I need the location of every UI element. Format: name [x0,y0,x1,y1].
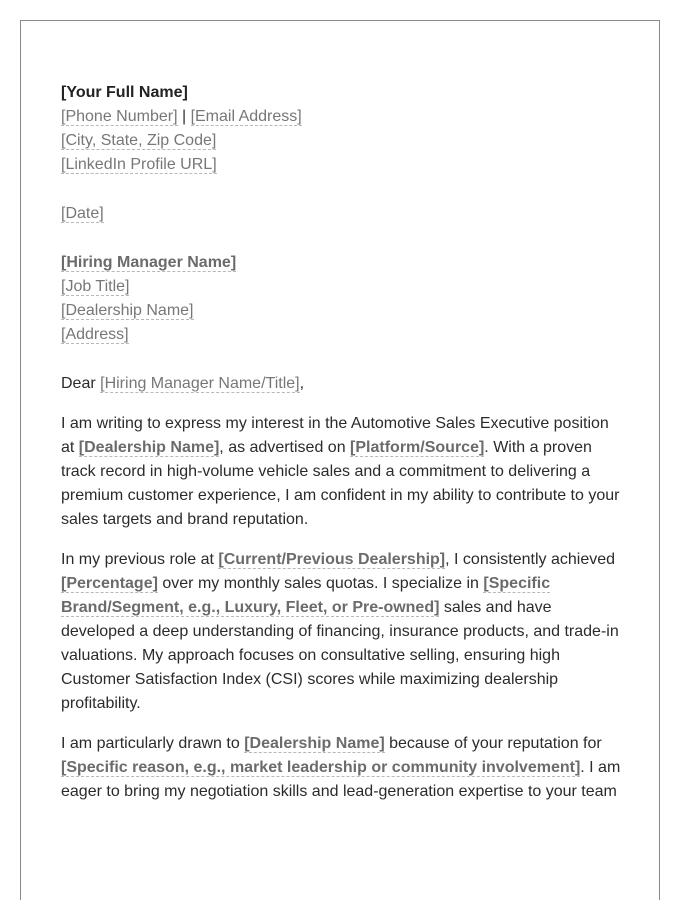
para3-text-3: . I am eager to bring my negotiation skills and lead-generation expertise to your team [61,759,621,800]
para2-text-3: over my monthly sales quotas. I specialize in [157,575,484,592]
salutation-suffix: , [299,375,305,392]
para1-text-1: I am writing to express my interest in the Automotive Sales Executive position at [61,415,609,456]
para3-reason-placeholder: [Specific reason, e.g., market leadership or community involvement] [61,759,581,776]
sender-city-line: [City, State, Zip Code] [61,132,217,149]
sender-block [61,81,625,177]
para2-percentage-placeholder: [Percentage] [61,575,158,592]
salutation-prefix: Dear [61,375,101,392]
sender-contact-line [61,105,625,129]
para1-text-2: , as advertised on [219,439,351,456]
sender-phone: [Phone Number] [61,108,178,125]
body-paragraph-1 [61,412,625,532]
sender-linkedin: [LinkedIn Profile URL] [61,156,217,173]
sender-full-name: [Your Full Name] [61,84,188,101]
para2-dealership-placeholder: [Current/Previous Dealership] [218,551,446,568]
letter-content [61,81,625,820]
para3-text-2: because of your reputation for [384,735,602,752]
para2-text-2: , I consistently achieved [445,551,616,568]
body-paragraph-3 [61,732,625,804]
salutation [61,372,625,396]
date-block [61,202,625,226]
recipient-address: [Address] [61,326,129,343]
contact-separator: | [177,108,191,125]
sender-email: [Email Address] [190,108,302,125]
letter-date: [Date] [61,205,104,222]
para2-text-4: sales and have developed a deep understanding of financing, insurance products, and trade-in valuations. My approach focuses on consultative selling, ensuring high Customer Satisfaction Index (CSI) scores while maximizing dealership profitability. [61,599,619,712]
para1-dealership-placeholder: [Dealership Name] [78,439,220,456]
para3-text-1: I am particularly drawn to [61,735,245,752]
para3-dealership-placeholder: [Dealership Name] [244,735,385,752]
body-paragraph-2 [61,548,625,716]
recipient-block [61,251,625,347]
recipient-dealership: [Dealership Name] [61,302,194,319]
para2-segment-placeholder: [Specific Brand/Segment, e.g., Luxury, Fleet, or Pre-owned] [61,575,551,616]
letter-page [20,20,660,900]
recipient-manager-name: [Hiring Manager Name] [61,254,237,271]
recipient-job-title: [Job Title] [61,278,130,295]
para1-platform-placeholder: [Platform/Source] [350,439,485,456]
salutation-name: [Hiring Manager Name/Title] [100,375,300,392]
para2-text-1: In my previous role at [61,551,219,568]
para1-text-3: . With a proven track record in high-volume vehicle sales and a commitment to delivering a premium customer experience, I am confident in my ability to contribute to your sales targets and brand reputation. [61,439,620,528]
